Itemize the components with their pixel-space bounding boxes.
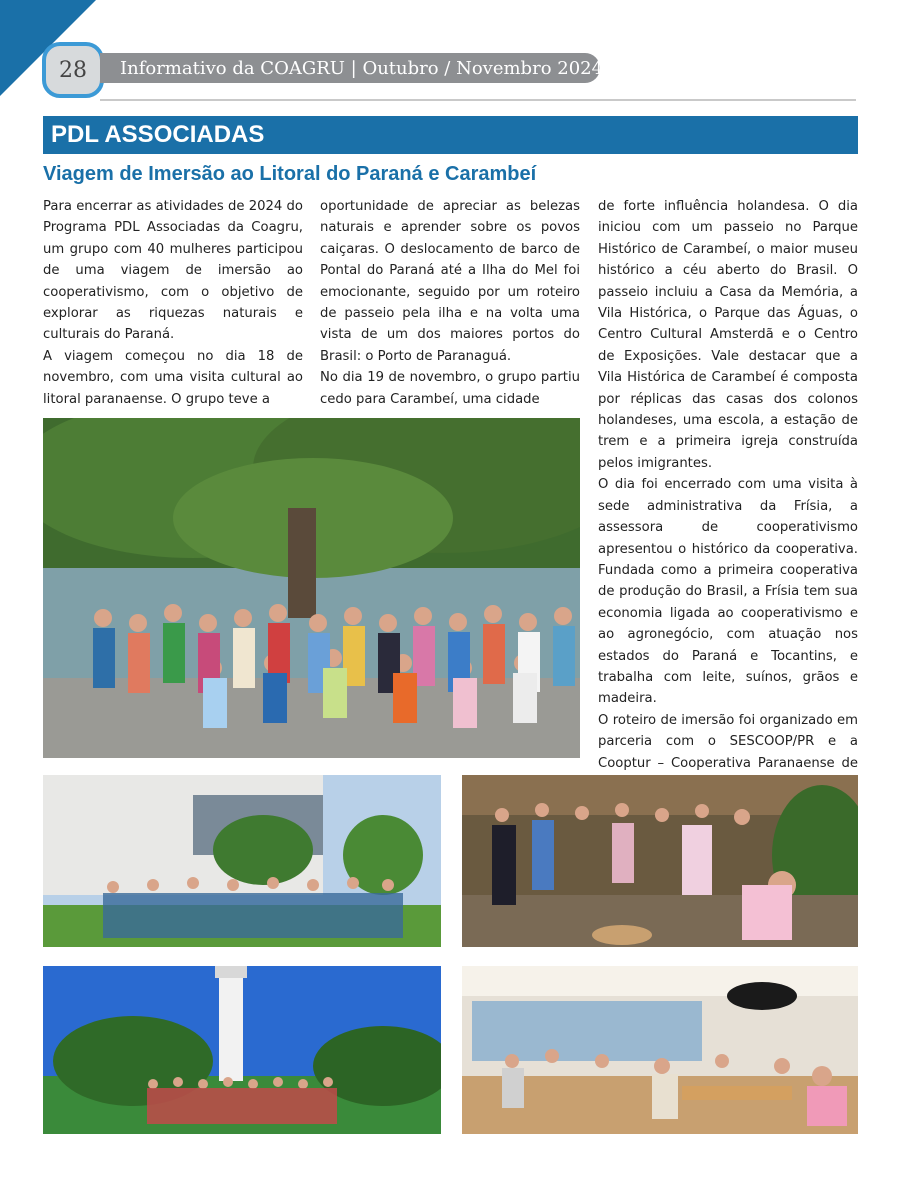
paragraph: O dia foi encerrado com uma visita à sede administrativa da Frísia, a assessora de cooperativismo apresentou o histórico da cooperativa. Fundada como a primeira cooperativa de produção do Brasil, a Frísia tem sua economia ligada ao cooperativismo e ao agronegócio, com atuação nos estados do Paraná e Tocantins, e trabalha com leite, suínos, grãos e madeira. [598,477,858,707]
paragraph: oportunidade de apreciar as belezas naturais e aprender sobre os povos caiçaras. O deslocamento de barco de Pontal do Paraná até a Ilha do Mel foi emocionante, seguido por um roteiro de passeio pela ilha e na volta uma vista de um dos maiores portos do Brasil: o Porto de Paranaguá. [320,199,580,364]
photo-garden-group [462,775,858,947]
group-photo-main [43,418,580,758]
photo-restaurant [462,966,858,1134]
page-number-badge [42,42,104,98]
paragraph: No dia 19 de novembro, o grupo partiu cedo para Carambeí, uma cidade [320,370,580,407]
paragraph: O roteiro de imersão foi organizado em parceria com o SESCOOP/PR e a Cooptur – Cooperativa Paranaense de [598,712,858,771]
section-banner [43,116,858,154]
text-column-1 [43,196,303,410]
text-column-3 [598,196,858,795]
text-column-2 [320,196,580,410]
paragraph: Para encerrar as atividades de 2024 do Programa PDL Associadas da Coagru, um grupo com 40 mulheres participou de uma viagem de imersão ao cooperativismo, com o objetivo de explorar as riquezas naturais e culturais do Paraná. [43,199,303,343]
article-title: Viagem de Imersão ao Litoral do Paraná e Carambeí [43,163,537,185]
photo-frisia-building [43,775,441,947]
paragraph: A viagem começou no dia 18 de novembro, com uma visita cultural ao litoral paranaense. O grupo teve a [43,348,303,407]
header-divider [100,99,856,101]
page-number: 28 [59,57,87,83]
paragraph: de forte influência holandesa. O dia iniciou com um passeio no Parque Histórico de Carambeí, o maior museu histórico a céu aberto do Brasil. O passeio incluiu a Casa da Memória, a Vila Histórica, o Parque das Águas, o Centro Cultural Amsterdã e o Centro de Exposições. Vale destacar que a Vila Histórica de Carambeí é composta por réplicas das casas dos colonos holandeses, uma escola, a estação de trem e a primeira igreja construída pelos imigrantes. [598,199,858,471]
header-title: Informativo da COAGRU | Outubro / Novembro 2024 [120,57,604,79]
header-bar [100,53,604,83]
section-title: PDL ASSOCIADAS [51,121,265,148]
photo-lighthouse-group [43,966,441,1134]
